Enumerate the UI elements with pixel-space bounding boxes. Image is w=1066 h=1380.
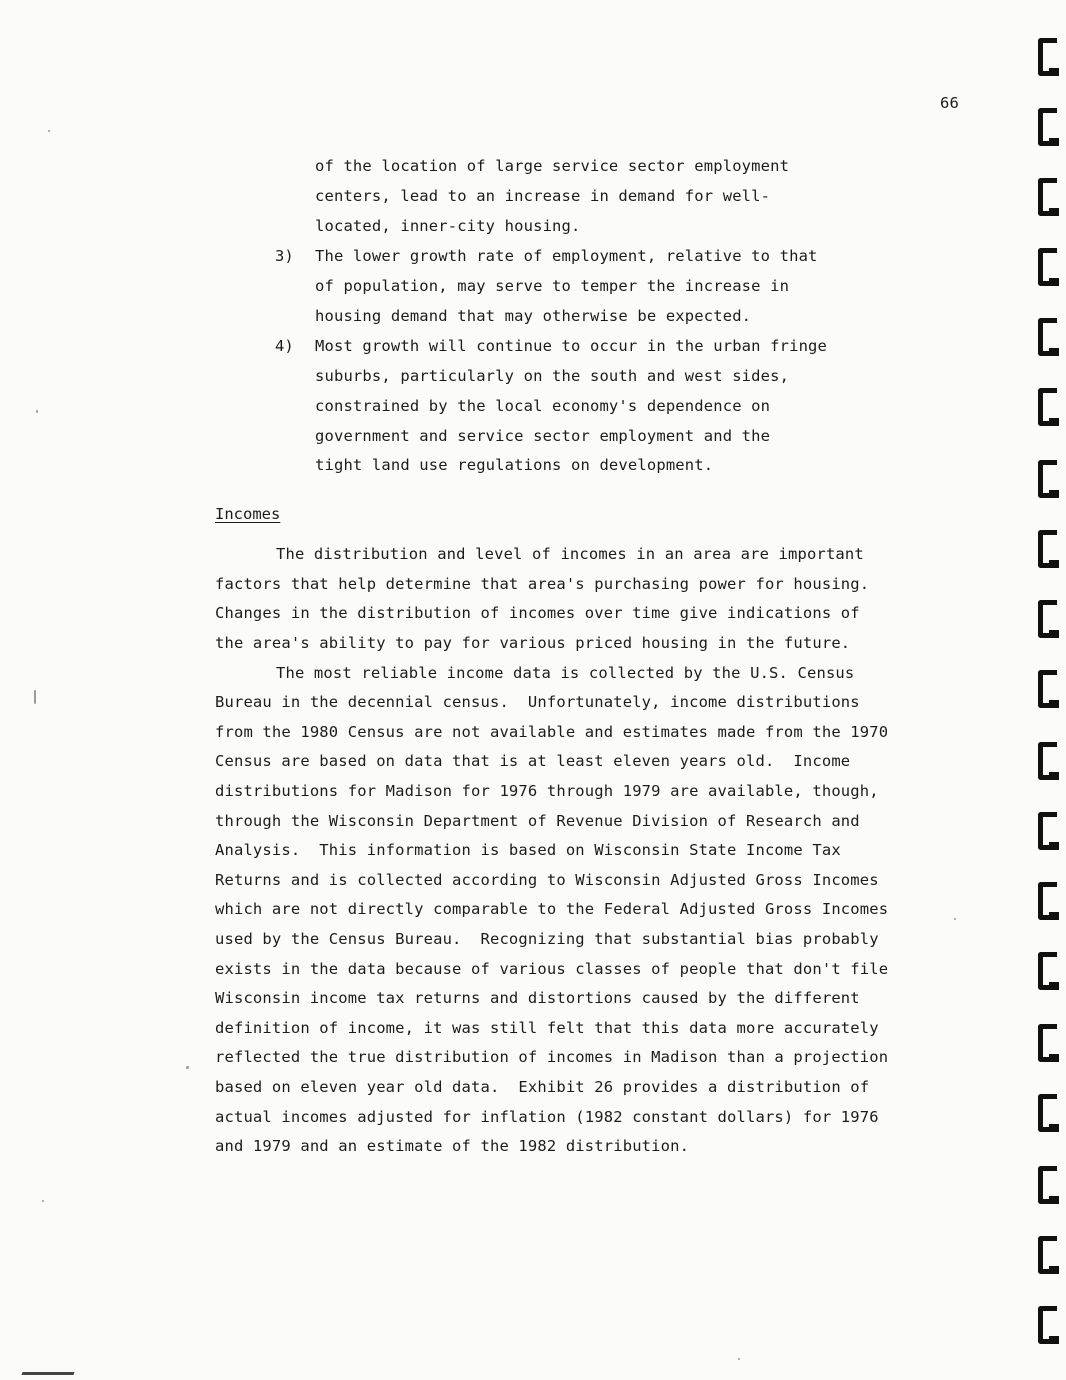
scan-speck	[34, 690, 36, 704]
binder-ring-mark	[1038, 1024, 1057, 1062]
binder-ring-mark	[1038, 460, 1057, 498]
list-item-line: government and service sector employment and the	[315, 427, 771, 445]
scan-speck	[738, 1358, 740, 1360]
paragraph-line: Census are based on data that is at least eleven years old. Income	[215, 752, 851, 770]
binder-ring-mark	[1038, 248, 1057, 286]
binder-ring-mark	[1038, 108, 1057, 146]
paragraph-line: factors that help determine that area's purchasing power for housing.	[215, 575, 870, 593]
list-continuation-line-3: located, inner-city housing.	[315, 217, 581, 235]
binder-ring-mark	[1038, 812, 1057, 850]
paragraph-line: exists in the data because of various classes of people that don't file	[215, 960, 889, 978]
binder-ring-mark	[1038, 38, 1057, 76]
paragraph-line: The most reliable income data is collected by the U.S. Census	[276, 664, 855, 682]
binder-ring-mark	[1038, 952, 1057, 990]
binder-ring-mark	[1038, 742, 1057, 780]
scan-speck	[954, 918, 956, 920]
list-item-line: suburbs, particularly on the south and west sides,	[315, 367, 790, 385]
paragraph-line: which are not directly comparable to the Federal Adjusted Gross Incomes	[215, 900, 889, 918]
binder-ring-mark	[1038, 1306, 1057, 1344]
paragraph-line: Analysis. This information is based on Wisconsin State Income Tax	[215, 841, 841, 859]
binder-ring-mark	[1038, 882, 1057, 920]
binder-ring-mark	[1038, 1094, 1057, 1132]
list-item-line: Most growth will continue to occur in the urban fringe	[315, 337, 828, 355]
binder-ring-mark	[1038, 1236, 1057, 1274]
paragraph-line: Bureau in the decennial census. Unfortunately, income distributions	[215, 693, 860, 711]
paragraph-line: used by the Census Bureau. Recognizing that substantial bias probably	[215, 930, 879, 948]
binder-ring-mark	[1038, 388, 1057, 426]
list-continuation-line-1: of the location of large service sector employment	[315, 157, 790, 175]
paragraph-line: The distribution and level of incomes in an area are important	[276, 545, 864, 563]
list-item-number: 4)	[275, 337, 294, 355]
section-heading-incomes: Incomes	[215, 505, 281, 523]
paragraph-line: and 1979 and an estimate of the 1982 distribution.	[215, 1137, 690, 1155]
list-item-line: tight land use regulations on development.	[315, 456, 714, 474]
paragraph-line: Returns and is collected according to Wisconsin Adjusted Gross Incomes	[215, 871, 879, 889]
binder-ring-mark	[1038, 670, 1057, 708]
scan-speck	[48, 130, 50, 132]
paragraph-line: based on eleven year old data. Exhibit 26 provides a distribution of	[215, 1078, 870, 1096]
paragraph-line: through the Wisconsin Department of Revenue Division of Research and	[215, 812, 860, 830]
list-item-line: housing demand that may otherwise be expected.	[315, 307, 752, 325]
page-number: 66	[940, 94, 960, 112]
list-continuation-line-2: centers, lead to an increase in demand for well-	[315, 187, 771, 205]
paragraph-line: distributions for Madison for 1976 through 1979 are available, though,	[215, 782, 879, 800]
scan-edge-mark	[21, 1372, 74, 1375]
paragraph-line: actual incomes adjusted for inflation (1982 constant dollars) for 1976	[215, 1108, 879, 1126]
list-item-line: constrained by the local economy's dependence on	[315, 397, 771, 415]
binder-ring-mark	[1038, 318, 1057, 356]
paragraph-line: reflected the true distribution of incomes in Madison than a projection	[215, 1048, 889, 1066]
scan-speck	[36, 410, 38, 413]
paragraph-line: Changes in the distribution of incomes over time give indications of	[215, 604, 860, 622]
list-item-number: 3)	[275, 247, 294, 265]
paragraph-line: from the 1980 Census are not available and estimates made from the 1970	[215, 723, 889, 741]
binder-ring-mark	[1038, 178, 1057, 216]
binder-ring-mark	[1038, 1166, 1057, 1204]
binder-ring-mark	[1038, 530, 1057, 568]
paragraph-line: the area's ability to pay for various priced housing in the future.	[215, 634, 851, 652]
list-item-line: of population, may serve to temper the increase in	[315, 277, 790, 295]
scan-speck	[186, 1066, 189, 1069]
list-item-line: The lower growth rate of employment, relative to that	[315, 247, 818, 265]
scan-speck	[42, 1200, 44, 1202]
paragraph-line: definition of income, it was still felt that this data more accurately	[215, 1019, 879, 1037]
binder-ring-mark	[1038, 600, 1057, 638]
paragraph-line: Wisconsin income tax returns and distortions caused by the different	[215, 989, 860, 1007]
